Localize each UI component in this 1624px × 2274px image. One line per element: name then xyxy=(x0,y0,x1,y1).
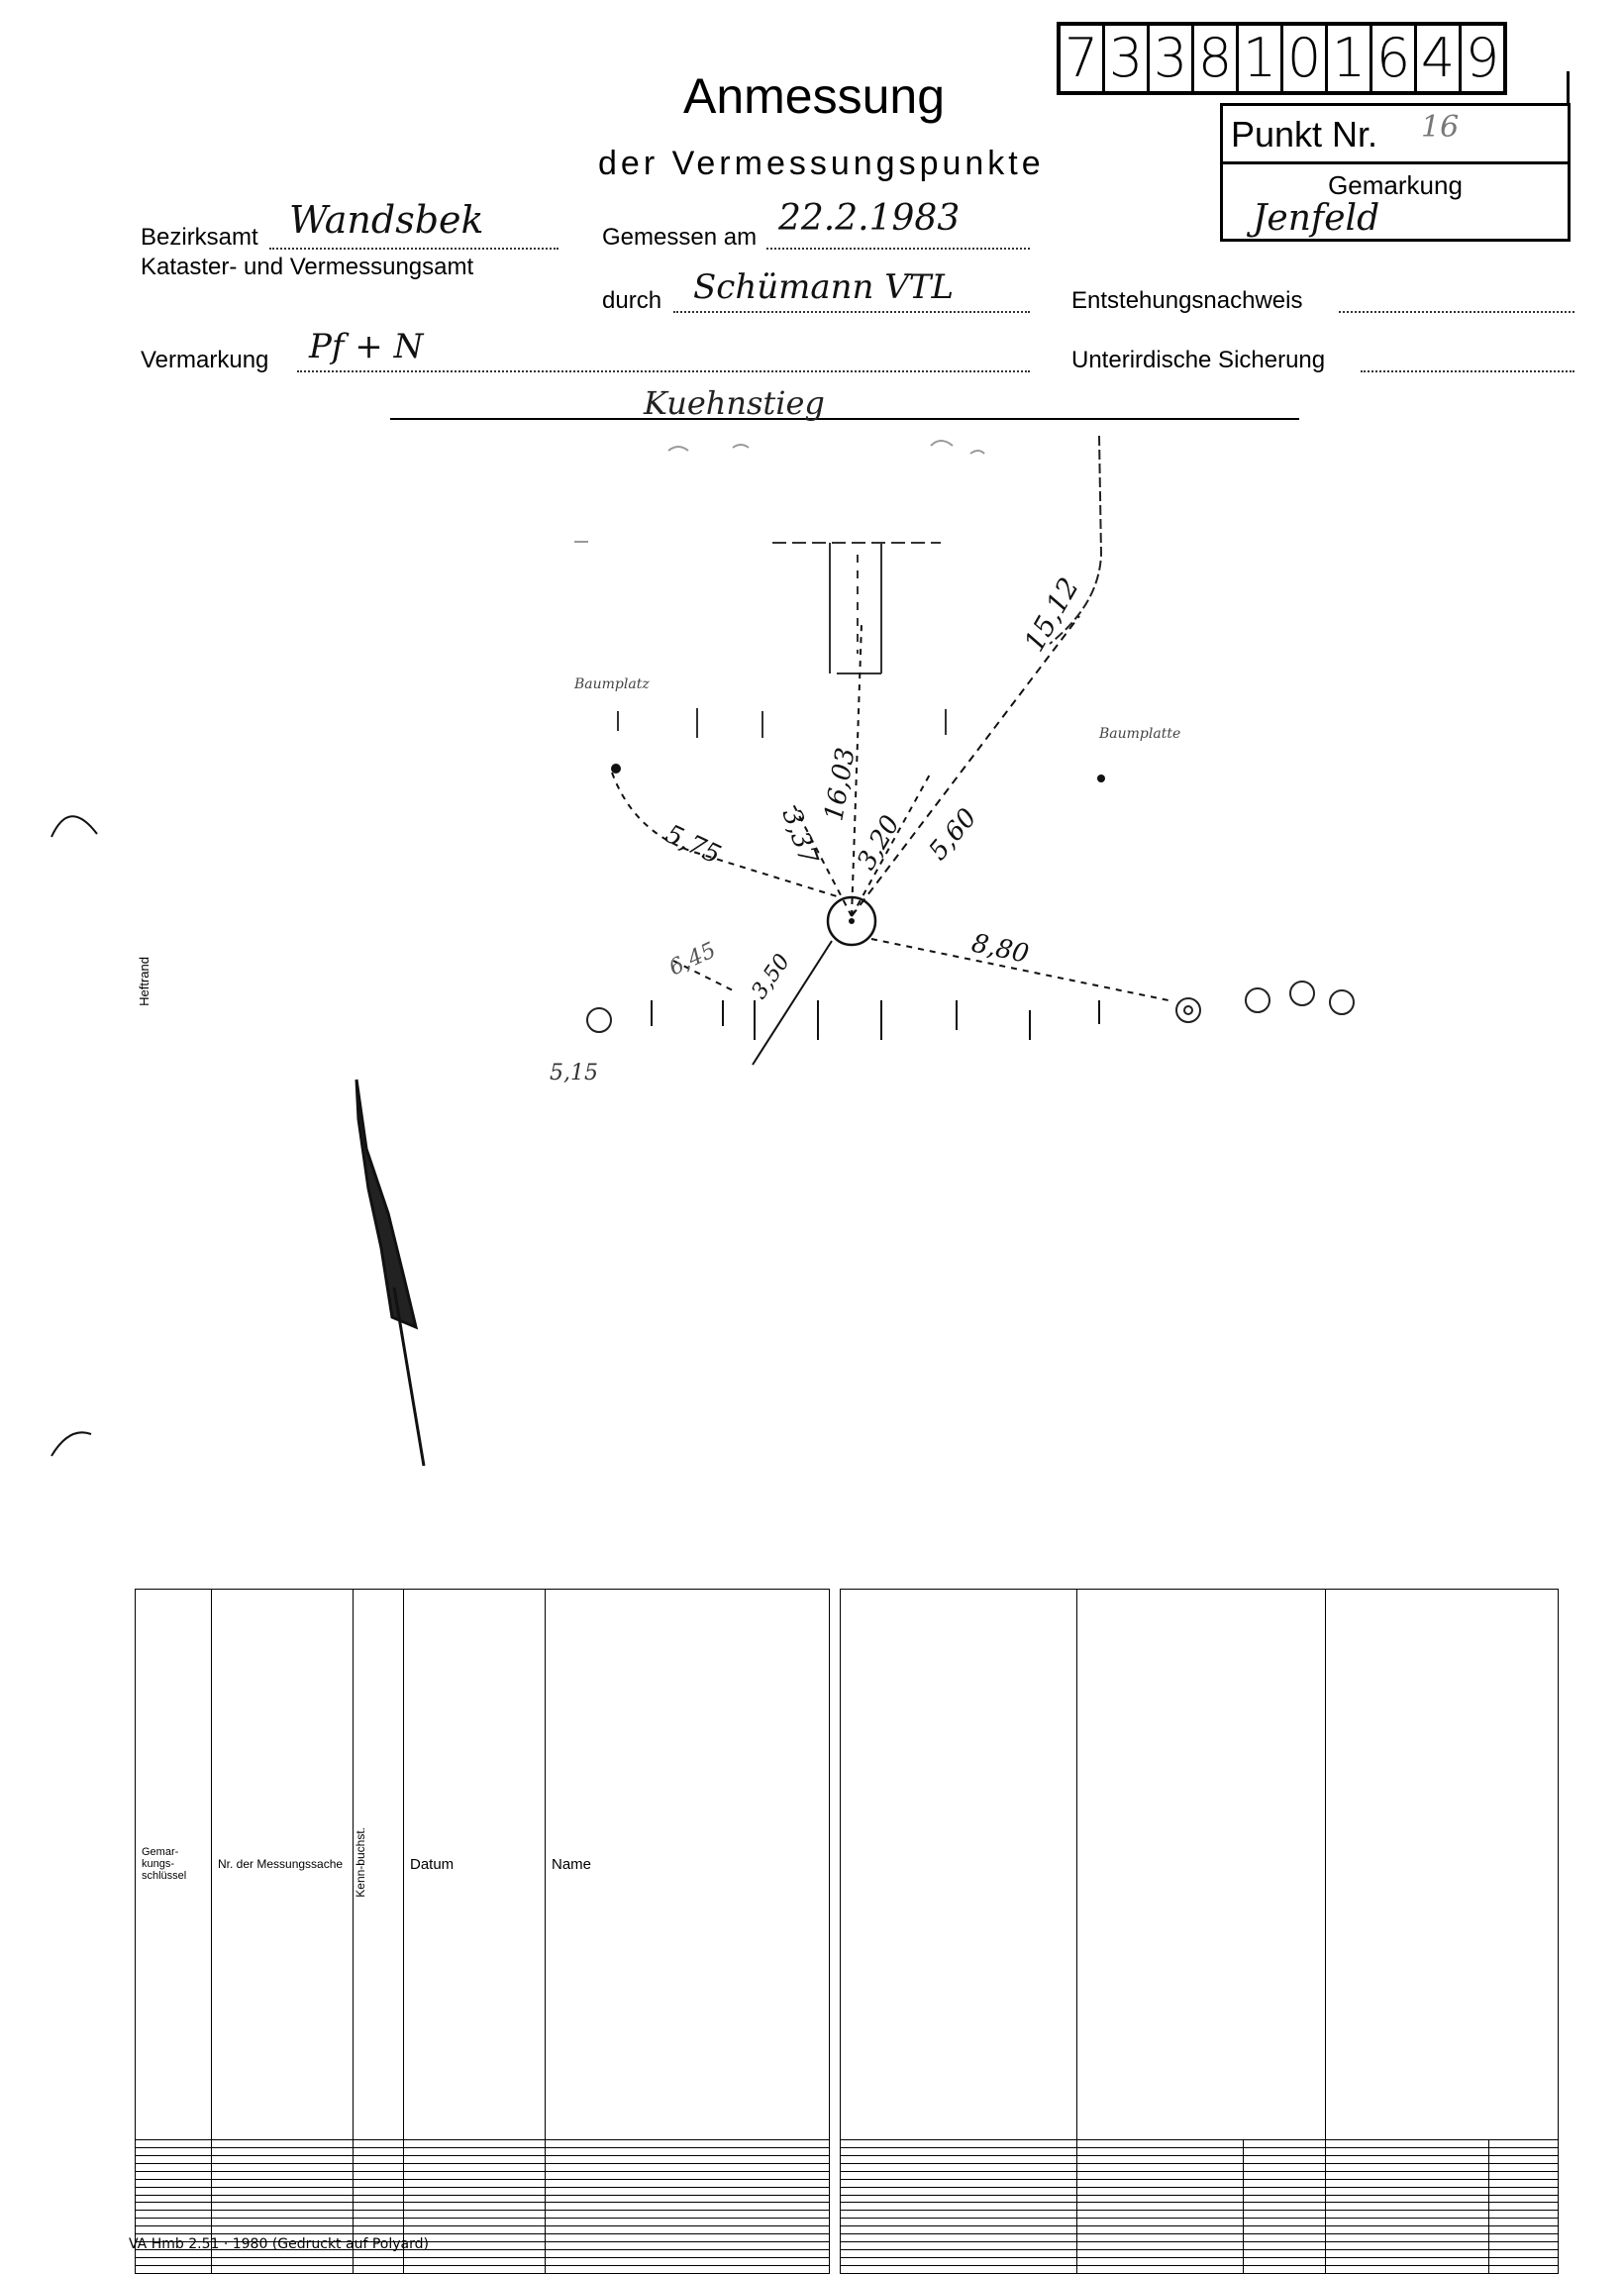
amt-line: Kataster- und Vermessungsamt xyxy=(141,254,474,280)
table-cell xyxy=(354,2163,404,2171)
table-cell xyxy=(354,2155,404,2163)
table-cell xyxy=(1489,2155,1559,2163)
bezirksamt-value: Wandsbek xyxy=(289,198,484,242)
tree-pit-ticks xyxy=(618,708,946,738)
table-row xyxy=(136,2155,830,2163)
table-cell xyxy=(212,2226,354,2234)
measure-8-80: 8,80 xyxy=(968,928,1032,970)
table-cell xyxy=(1077,2155,1244,2163)
table-cell xyxy=(1489,2219,1559,2226)
bezirksamt-label: Bezirksamt xyxy=(141,224,258,251)
building-outline xyxy=(772,543,941,673)
form-number-digit: 6 xyxy=(1372,26,1417,91)
table-cell xyxy=(546,2187,830,2195)
table-cell xyxy=(404,2179,546,2187)
table-cell xyxy=(1326,2250,1489,2258)
table-cell xyxy=(841,2265,1077,2273)
table-cell xyxy=(1489,2171,1559,2179)
table-cell xyxy=(212,2203,354,2211)
page-title: Anmessung xyxy=(683,68,946,124)
table-cell xyxy=(1326,2234,1489,2242)
table-cell xyxy=(1077,2211,1244,2219)
table-row xyxy=(136,2187,830,2195)
table-row xyxy=(841,2250,1559,2258)
table-cell xyxy=(404,2187,546,2195)
table-row xyxy=(841,2203,1559,2211)
table-cell xyxy=(354,2219,404,2226)
table-cell xyxy=(1244,2203,1326,2211)
table-row xyxy=(136,2147,830,2155)
right-header-cell xyxy=(841,1590,1077,2140)
table-cell xyxy=(354,2171,404,2179)
table-cell xyxy=(136,2179,212,2187)
table-row xyxy=(136,2258,830,2266)
table-cell xyxy=(1244,2179,1326,2187)
record-rows-right xyxy=(841,2139,1559,2273)
form-number-digit: 9 xyxy=(1465,27,1500,89)
table-cell xyxy=(1077,2258,1244,2266)
form-footer: VA Hmb 2.51 · 1980 (Gedruckt auf Polyard) xyxy=(129,2236,429,2252)
col-datum: Datum xyxy=(404,1590,546,2140)
reference-dot-right xyxy=(1097,775,1105,782)
table-cell xyxy=(1077,2203,1244,2211)
table-cell xyxy=(841,2226,1077,2234)
table-cell xyxy=(212,2171,354,2179)
table-cell xyxy=(1489,2258,1559,2266)
table-cell xyxy=(1326,2171,1489,2179)
table-cell xyxy=(841,2155,1077,2163)
measure-5-75: 5,75 xyxy=(660,819,726,871)
ink-scribble xyxy=(356,1080,424,1466)
table-cell xyxy=(1489,2242,1559,2250)
table-cell xyxy=(546,2195,830,2203)
table-cell xyxy=(841,2171,1077,2179)
table-cell xyxy=(212,2258,354,2266)
unterirdisch-label: Unterirdische Sicherung xyxy=(1071,347,1326,373)
col-kennbuchstabe xyxy=(354,1590,404,2140)
table-cell xyxy=(136,2195,212,2203)
record-table-left xyxy=(135,1589,830,2274)
table-cell xyxy=(1489,2234,1559,2242)
table-cell xyxy=(404,2203,546,2211)
measure-5-60: 5,60 xyxy=(923,802,983,867)
table-cell xyxy=(212,2265,354,2273)
table-cell xyxy=(1326,2211,1489,2219)
table-cell xyxy=(1077,2219,1244,2226)
gemarkung-label: Gemarkung xyxy=(1328,170,1463,200)
table-cell xyxy=(404,2147,546,2155)
table-cell xyxy=(136,2147,212,2155)
table-cell xyxy=(1077,2187,1244,2195)
table-cell xyxy=(1077,2265,1244,2273)
table-cell xyxy=(841,2258,1077,2266)
table-cell xyxy=(1077,2163,1244,2171)
reference-dot-left xyxy=(611,764,621,774)
table-cell xyxy=(354,2265,404,2273)
form-number-digit: 4 xyxy=(1417,26,1462,91)
table-cell xyxy=(1489,2195,1559,2203)
table-row xyxy=(841,2258,1559,2266)
punkt-gemarkung-box xyxy=(1220,103,1571,242)
table-cell xyxy=(1489,2163,1559,2171)
table-cell xyxy=(841,2211,1077,2219)
table-cell xyxy=(1489,2211,1559,2219)
table-cell xyxy=(546,2242,830,2250)
table-cell xyxy=(1077,2139,1244,2147)
form-number-digit: 1 xyxy=(1328,26,1372,91)
table-row xyxy=(841,2163,1559,2171)
table-cell xyxy=(212,2195,354,2203)
vermarkung-value: Pf + N xyxy=(309,327,424,366)
gemarkung-value: Jenfeld xyxy=(1253,198,1380,239)
table-cell xyxy=(212,2155,354,2163)
measure-3-20: 3,20 xyxy=(852,810,907,876)
form-number-box xyxy=(1057,22,1507,95)
table-cell xyxy=(404,2163,546,2171)
col-gemarkungsschluessel: Gemar-kungs-schlüssel xyxy=(136,1590,212,2140)
table-cell xyxy=(1244,2195,1326,2203)
table-cell xyxy=(1244,2171,1326,2179)
measure-5-15: 5,15 xyxy=(550,1061,598,1085)
label-baumplatte: Baumplatte xyxy=(1099,726,1181,742)
table-cell xyxy=(546,2211,830,2219)
table-cell xyxy=(354,2195,404,2203)
table-cell xyxy=(1077,2226,1244,2234)
form-number-digit: 8 xyxy=(1194,26,1239,91)
table-cell xyxy=(354,2211,404,2219)
table-cell xyxy=(212,2147,354,2155)
table-cell xyxy=(1244,2211,1326,2219)
table-cell xyxy=(1244,2163,1326,2171)
table-cell xyxy=(546,2147,830,2155)
table-cell xyxy=(1326,2179,1489,2187)
form-number-digit: 7 xyxy=(1061,26,1105,91)
measure-3-37: 3,37 xyxy=(775,804,824,869)
measure-15-12: 15,12 xyxy=(1017,571,1086,658)
table-cell xyxy=(841,2179,1077,2187)
table-cell xyxy=(1077,2179,1244,2187)
table-cell xyxy=(136,2219,212,2226)
table-cell xyxy=(1244,2187,1326,2195)
form-number-digit: 3 xyxy=(1105,26,1150,91)
table-cell xyxy=(546,2250,830,2258)
table-cell xyxy=(546,2179,830,2187)
table-cell xyxy=(1077,2242,1244,2250)
table-cell xyxy=(404,2211,546,2219)
table-cell xyxy=(1489,2147,1559,2155)
table-row xyxy=(841,2139,1559,2147)
table-cell xyxy=(1326,2155,1489,2163)
table-row xyxy=(136,2226,830,2234)
table-row xyxy=(136,2195,830,2203)
unterirdisch-line xyxy=(1361,347,1574,372)
table-cell xyxy=(546,2226,830,2234)
table-cell xyxy=(354,2139,404,2147)
table-row xyxy=(841,2155,1559,2163)
durch-value: Schümann VTL xyxy=(693,267,955,307)
fence-ticks xyxy=(624,995,1159,1040)
table-cell xyxy=(841,2195,1077,2203)
table-cell xyxy=(136,2139,212,2147)
label-baumplatz: Baumplatz xyxy=(574,676,650,692)
table-cell xyxy=(1244,2265,1326,2273)
table-cell xyxy=(404,2219,546,2226)
durch-label: durch xyxy=(602,287,662,314)
table-cell xyxy=(136,2226,212,2234)
table-cell xyxy=(136,2211,212,2219)
table-cell xyxy=(136,2258,212,2266)
table-cell xyxy=(212,2179,354,2187)
table-cell xyxy=(1244,2242,1326,2250)
table-cell xyxy=(1326,2195,1489,2203)
table-cell xyxy=(404,2258,546,2266)
table-cell xyxy=(404,2195,546,2203)
table-cell xyxy=(1489,2179,1559,2187)
table-cell xyxy=(841,2139,1077,2147)
table-cell xyxy=(354,2203,404,2211)
table-cell xyxy=(1244,2226,1326,2234)
table-cell xyxy=(841,2163,1077,2171)
table-cell xyxy=(212,2163,354,2171)
col-kennbuchstabe-label: Kenn-buchst. xyxy=(354,1827,367,1898)
table-cell xyxy=(841,2147,1077,2155)
table-cell xyxy=(1077,2234,1244,2242)
table-row xyxy=(136,2139,830,2147)
gemessen-label: Gemessen am xyxy=(602,224,758,251)
table-cell xyxy=(1326,2187,1489,2195)
box-connector-line xyxy=(1567,71,1570,105)
table-cell xyxy=(546,2258,830,2266)
punkt-label: Punkt Nr. xyxy=(1231,114,1378,155)
table-row xyxy=(136,2163,830,2171)
table-cell xyxy=(1077,2195,1244,2203)
table-cell xyxy=(1326,2258,1489,2266)
table-cell xyxy=(1489,2226,1559,2234)
table-cell xyxy=(546,2171,830,2179)
table-cell xyxy=(404,2226,546,2234)
table-cell xyxy=(136,2155,212,2163)
table-cell xyxy=(546,2163,830,2171)
measure-16-03: 16,03 xyxy=(819,745,862,824)
table-cell xyxy=(354,2147,404,2155)
col-name: Name xyxy=(546,1590,830,2140)
table-cell xyxy=(354,2179,404,2187)
table-cell xyxy=(1244,2250,1326,2258)
table-cell xyxy=(136,2163,212,2171)
table-row xyxy=(841,2147,1559,2155)
table-row xyxy=(136,2265,830,2273)
table-cell xyxy=(1244,2147,1326,2155)
table-cell xyxy=(1489,2187,1559,2195)
table-row xyxy=(136,2219,830,2226)
table-cell xyxy=(1489,2250,1559,2258)
table-cell xyxy=(1077,2147,1244,2155)
table-cell xyxy=(841,2219,1077,2226)
table-cell xyxy=(212,2187,354,2195)
table-cell xyxy=(136,2187,212,2195)
table-row xyxy=(841,2226,1559,2234)
form-number-digit: 3 xyxy=(1150,26,1194,91)
table-cell xyxy=(546,2234,830,2242)
table-cell xyxy=(841,2242,1077,2250)
survey-point-center xyxy=(849,918,855,924)
table-row xyxy=(841,2265,1559,2273)
table-cell xyxy=(212,2219,354,2226)
heftrand-label: Heftrand xyxy=(137,957,152,1006)
form-number-digit: 1 xyxy=(1239,26,1283,91)
table-cell xyxy=(546,2155,830,2163)
table-row xyxy=(841,2219,1559,2226)
table-cell xyxy=(1244,2258,1326,2266)
table-cell xyxy=(1326,2203,1489,2211)
table-cell xyxy=(1244,2139,1326,2147)
table-cell xyxy=(1244,2155,1326,2163)
vermarkung-label: Vermarkung xyxy=(141,347,269,373)
entstehung-label: Entstehungsnachweis xyxy=(1071,287,1303,314)
table-row xyxy=(136,2171,830,2179)
binding-marks xyxy=(51,816,97,1456)
table-cell xyxy=(1489,2139,1559,2147)
table-cell xyxy=(136,2171,212,2179)
record-table-right xyxy=(840,1589,1559,2274)
flower-symbols xyxy=(587,982,1354,1032)
table-cell xyxy=(1326,2226,1489,2234)
table-cell xyxy=(212,2211,354,2219)
table-cell xyxy=(1326,2242,1489,2250)
page-subtitle: der Vermessungspunkte xyxy=(598,145,1045,182)
entstehung-line xyxy=(1339,287,1574,313)
table-cell xyxy=(136,2203,212,2211)
table-cell xyxy=(404,2265,546,2273)
table-cell xyxy=(841,2203,1077,2211)
table-cell xyxy=(404,2155,546,2163)
table-cell xyxy=(1077,2171,1244,2179)
faint-marks xyxy=(574,441,984,542)
table-cell xyxy=(841,2250,1077,2258)
table-row xyxy=(841,2179,1559,2187)
right-header-cell xyxy=(1326,1590,1559,2140)
table-cell xyxy=(546,2139,830,2147)
table-row xyxy=(136,2203,830,2211)
col-messungssache: Nr. der Messungssache xyxy=(212,1590,354,2140)
measure-3-50: 3,50 xyxy=(747,949,796,1004)
table-cell xyxy=(841,2234,1077,2242)
table-cell xyxy=(1489,2265,1559,2273)
table-row xyxy=(841,2242,1559,2250)
table-cell xyxy=(1244,2234,1326,2242)
form-number-digit: 0 xyxy=(1283,26,1328,91)
record-rows-left xyxy=(136,2139,830,2273)
table-row xyxy=(841,2195,1559,2203)
table-cell xyxy=(404,2171,546,2179)
table-cell xyxy=(546,2265,830,2273)
table-row xyxy=(841,2171,1559,2179)
table-row xyxy=(136,2179,830,2187)
table-cell xyxy=(1326,2139,1489,2147)
table-cell xyxy=(1489,2203,1559,2211)
table-cell xyxy=(1326,2163,1489,2171)
street-label: Kuehnstieg xyxy=(644,384,825,422)
table-row xyxy=(841,2234,1559,2242)
table-row xyxy=(841,2211,1559,2219)
table-cell xyxy=(1326,2147,1489,2155)
table-row xyxy=(841,2187,1559,2195)
survey-sketch xyxy=(0,376,1624,1515)
table-cell xyxy=(546,2219,830,2226)
table-cell xyxy=(404,2139,546,2147)
table-cell xyxy=(1077,2250,1244,2258)
table-cell xyxy=(354,2187,404,2195)
table-cell xyxy=(354,2258,404,2266)
punkt-value: 16 xyxy=(1421,110,1460,145)
gemessen-value: 22.2.1983 xyxy=(778,198,961,239)
table-cell xyxy=(546,2203,830,2211)
table-row xyxy=(136,2211,830,2219)
table-cell xyxy=(1244,2219,1326,2226)
table-cell xyxy=(212,2139,354,2147)
right-header-cell xyxy=(1077,1590,1326,2140)
table-cell xyxy=(841,2187,1077,2195)
measure-6-45: 6,45 xyxy=(664,938,720,982)
table-cell xyxy=(354,2226,404,2234)
table-cell xyxy=(1326,2265,1489,2273)
table-cell xyxy=(1326,2219,1489,2226)
table-cell xyxy=(136,2265,212,2273)
